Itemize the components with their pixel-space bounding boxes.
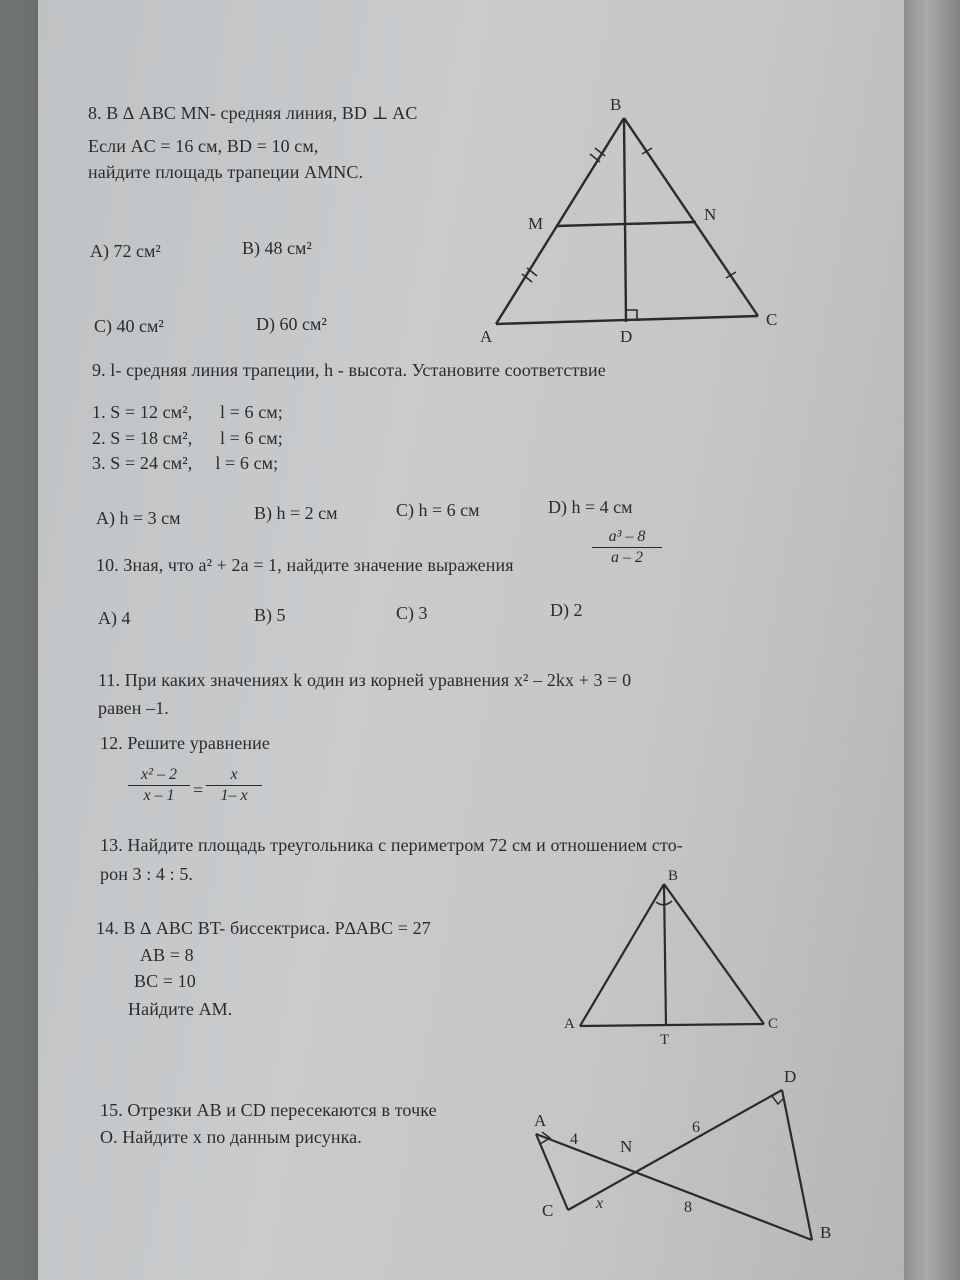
- q14-label-c: C: [768, 1016, 779, 1032]
- fraction-bar: [206, 785, 262, 786]
- q14-side-bc: [664, 884, 764, 1024]
- q14-side-ac: [580, 1024, 764, 1026]
- q12-right-denominator: 1– x: [220, 787, 248, 804]
- q8-line1: 8. В ∆ ABC MN- средняя линия, BD ⊥ AC: [88, 103, 418, 123]
- q15-label-b: B: [820, 1223, 832, 1242]
- q15-segments-figure: [520, 1060, 850, 1260]
- q15-label-d: D: [784, 1067, 797, 1086]
- q8-label-m: M: [528, 214, 544, 233]
- q9-answer-c: C) h = 6 см: [396, 500, 480, 520]
- q9-item-2: 2. S = 18 см², l = 6 см;: [92, 428, 283, 448]
- q8-label-b: B: [610, 95, 622, 114]
- q8-label-d: D: [620, 327, 633, 346]
- q11-line2: равен –1.: [98, 698, 169, 718]
- q14-line2: AB = 8: [140, 945, 194, 965]
- q15-line2: O. Найдите x по данным рисунка.: [100, 1127, 362, 1147]
- q12-text: 12. Решите уравнение: [100, 733, 270, 753]
- q9-answer-d: D) h = 4 см: [548, 497, 633, 517]
- q8-label-n: N: [704, 205, 717, 224]
- q8-line2: Если AC = 16 см, BD = 10 см,: [88, 136, 319, 156]
- q15-label-x: x: [596, 1195, 604, 1212]
- q12-left-fraction: [128, 766, 190, 805]
- q15-label-6: 6: [692, 1119, 700, 1136]
- q15-line1: 15. Отрезки AB и CD пересекаются в точке: [100, 1100, 437, 1120]
- q10-answer-b: B) 5: [254, 605, 286, 625]
- q8-answer-d: D) 60 см²: [256, 314, 327, 334]
- q9-item-3: 3. S = 24 см², l = 6 см;: [92, 453, 279, 473]
- q10-fraction: [592, 528, 662, 567]
- q10-answer-a: A) 4: [98, 608, 131, 628]
- q8-side-ab: [496, 118, 624, 324]
- q14-line4: Найдите AM.: [128, 999, 233, 1019]
- q15-label-8: 8: [684, 1199, 692, 1216]
- q14-label-b: B: [668, 868, 679, 884]
- q8-answer-a: A) 72 см²: [90, 241, 161, 261]
- q8-line3: найдите площадь трапеции AMNC.: [88, 162, 364, 182]
- q15-label-n: N: [620, 1137, 633, 1156]
- q12-equals: =: [193, 780, 204, 800]
- q14-line3: BC = 10: [134, 971, 196, 991]
- q12-left-denominator: x – 1: [143, 787, 175, 804]
- q15-segment-cd: [568, 1090, 782, 1210]
- q12-right-numerator: x: [230, 766, 238, 783]
- q9-item-1: 1. S = 12 см², l = 6 см;: [92, 402, 283, 422]
- q11-line1: 11. При каких значениях k один из корней уравнения x² – 2kx + 3 = 0: [98, 670, 632, 690]
- q15-label-4: 4: [570, 1131, 578, 1148]
- q8-label-c: C: [766, 310, 778, 329]
- q10-text: 10. Зная, что a² + 2a = 1, найдите значение выражения: [96, 555, 514, 575]
- q8-label-a: A: [480, 327, 493, 346]
- q15-angle-mark-d: [772, 1096, 784, 1104]
- q8-answer-b: B) 48 см²: [242, 238, 312, 258]
- q14-line1: 14. В ∆ ABC BT- биссектриса. P∆ABC = 27: [96, 918, 431, 938]
- q10-fraction-denominator: a – 2: [611, 549, 643, 566]
- q9-answer-a: A) h = 3 см: [96, 508, 181, 528]
- q14-triangle-figure: [560, 862, 790, 1047]
- q8-triangle-figure: [470, 92, 800, 352]
- q8-height-bd: [624, 118, 626, 322]
- q8-answer-c: C) 40 см²: [94, 316, 164, 336]
- q13-line1: 13. Найдите площадь треугольника с периметром 72 см и отношением сто-: [100, 835, 683, 855]
- q15-label-c: C: [542, 1201, 554, 1220]
- q10-answer-d: D) 2: [550, 600, 583, 620]
- q9-heading: 9. l- средняя линия трапеции, h - высота. Установите соответствие: [92, 360, 606, 380]
- q12-left-numerator: x² – 2: [141, 766, 177, 783]
- q8-side-bc: [624, 118, 758, 316]
- q13-line2: рон 3 : 4 : 5.: [100, 864, 194, 884]
- q10-fraction-numerator: a³ – 8: [608, 528, 646, 545]
- q15-segment-db: [782, 1090, 812, 1240]
- q14-label-t: T: [660, 1032, 670, 1047]
- q14-label-a: A: [564, 1016, 575, 1032]
- q14-side-ab: [580, 884, 664, 1026]
- q10-answer-c: C) 3: [396, 603, 428, 623]
- fraction-bar: [592, 547, 662, 548]
- q9-answer-b: B) h = 2 см: [254, 503, 338, 523]
- fraction-bar: [128, 785, 190, 786]
- q15-label-a: A: [534, 1111, 547, 1130]
- book-page-edge: [904, 0, 960, 1280]
- q12-right-fraction: [206, 766, 262, 805]
